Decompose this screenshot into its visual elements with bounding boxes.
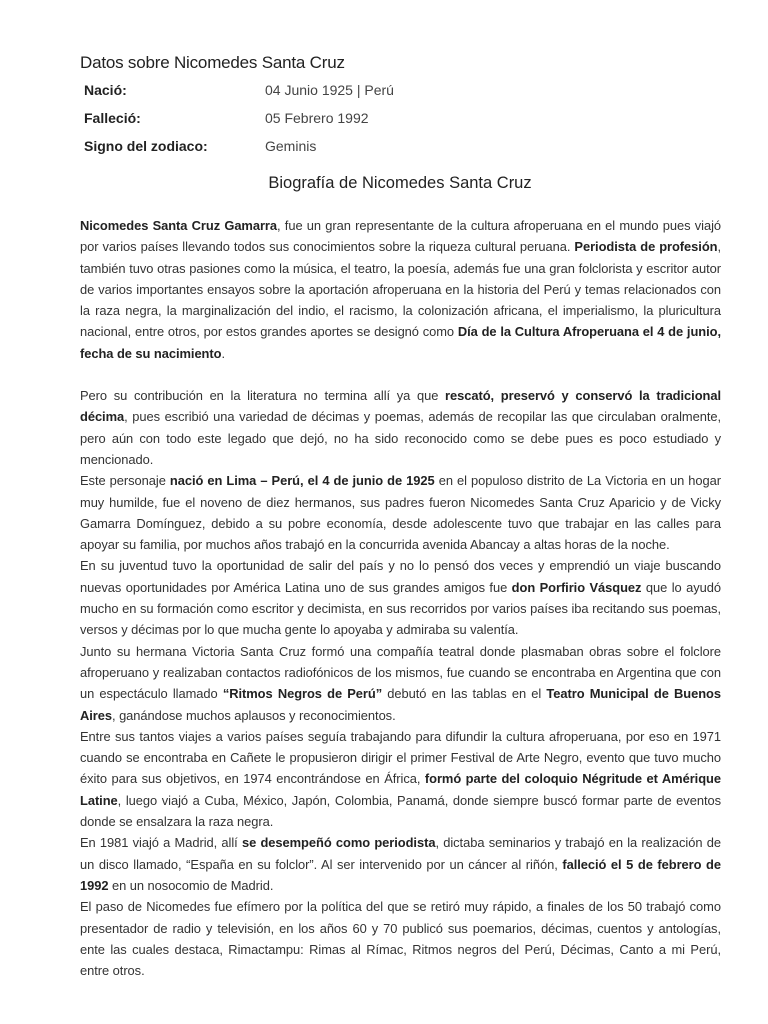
bold-text: Teatro Municipal de Buenos Aires <box>80 686 721 723</box>
facts-table <box>80 76 700 160</box>
biography-paragraph <box>80 215 721 364</box>
facts-heading: Datos sobre Nicomedes Santa Cruz <box>80 53 345 72</box>
biography-paragraph <box>80 641 721 726</box>
text-run: Este personaje <box>80 473 170 489</box>
bold-text: Día de la Cultura Afroperuana el 4 de junio, fecha de su nacimiento <box>80 324 721 361</box>
text-run: Entre sus tantos viajes a varios países seguía trabajando para difundir la cultura afroperuana, por eso en 1971 cuando se encontraba en Cañete le propusieron dirigir el primer Festival de Arte Negro, evento que tuvo mucho éxito para sus objetivos, en 1974 encontrándose en África, <box>80 728 721 787</box>
text-run: que lo ayudó mucho en su formación como escritor y decimista, en sus recorridos por varios países iba recitando sus poemas, versos y décimas por lo que mucha gente lo apoyaba y admiraba su valentía. <box>80 579 721 638</box>
bold-text: formó parte del coloquio Négritude et Amérique Latine <box>80 771 721 808</box>
biography-paragraph <box>80 832 721 896</box>
fact-row-zodiac <box>80 132 700 160</box>
text-run: , fue un gran representante de la cultura afroperuana en el mundo pues viajó por varios países llevando todos sus conocimientos sobre la riqueza cultural peruana. <box>80 218 722 255</box>
fact-value: Geminis <box>265 138 317 154</box>
fact-label: Signo del zodiaco: <box>84 138 208 154</box>
bold-text: don Porfirio Vásquez <box>511 579 642 595</box>
text-run: Pero su contribución en la literatura no termina allí ya que <box>80 388 446 404</box>
bold-text: nació en Lima – Perú, el 4 de junio de 1925 <box>169 473 435 489</box>
biography-paragraph <box>80 726 721 832</box>
text-run: en el populoso distrito de La Victoria en un hogar muy humilde, fue el noveno de diez hermanos, sus padres fueron Nicomedes Santa Cruz Aparicio y de Vicky Gamarra Domínguez, debido a su pobre economía, desde adolescente tuvo que trabajar en las calles para apoyar su familia, por muchos años trabajó en la concurrida avenida Abancay a altas horas de la noche. <box>80 473 721 553</box>
text-run: debutó en las tablas en el <box>382 686 547 702</box>
fact-row-born <box>80 76 700 104</box>
fact-value: 05 Febrero 1992 <box>265 110 369 126</box>
biography-body <box>80 215 721 981</box>
text-run: , pues escribió una variedad de décimas y poemas, además de recopilar las que circulaban oralmente, pero aún con todo este legado que dejó, no ha sido reconocido como se debe pues es poco estudiado y mencionado. <box>80 409 721 467</box>
bold-text: falleció el 5 de febrero de 1992 <box>80 856 721 893</box>
biography-paragraph <box>80 896 721 981</box>
biography-paragraph <box>80 470 721 555</box>
fact-label: Falleció: <box>84 110 141 126</box>
text-run: En su juventud tuvo la oportunidad de salir del país y no lo pensó dos veces y emprendió un viaje buscando nuevas oportunidades por América Latina uno de sus grandes amigos fue <box>80 558 721 595</box>
bold-text: rescató, preservó y conservó la tradicional décima <box>80 388 721 425</box>
bold-text: “Ritmos Negros de Perú” <box>222 686 383 702</box>
text-run: En 1981 viajó a Madrid, allí <box>80 835 242 851</box>
text-run: en un nosocomio de Madrid. <box>108 877 274 893</box>
fact-row-died <box>80 104 700 132</box>
bold-text: se desempeñó como periodista <box>241 835 436 851</box>
biography-paragraph <box>80 555 721 640</box>
text-run: , luego viajó a Cuba, México, Japón, Colombia, Panamá, donde siempre buscó formar parte de eventos donde se ensalzara la raza negra. <box>80 792 721 830</box>
text-run: . <box>221 345 225 361</box>
bold-text: Periodista de profesión <box>574 239 718 255</box>
fact-label: Nació: <box>84 82 127 98</box>
text-run: Junto su hermana Victoria Santa Cruz formó una compañía teatral donde plasmaban obras sobre el folclore afroperuano y realizaban contactos radiofónicos de los mismos, fue cuando se encontraba en Argentina que con un espectáculo llamado <box>80 643 721 702</box>
biography-paragraph <box>80 385 721 470</box>
biography-title: Biografía de Nicomedes Santa Cruz <box>268 174 532 192</box>
bold-text: Nicomedes Santa Cruz Gamarra <box>80 218 278 233</box>
text-run: El paso de Nicomedes fue efímero por la política del que se retiró muy rápido, a finales de los 50 trabajó como presentador de radio y televisión, en los años 60 y 70 publicó sus poemarios, décimas, cuentos y antologías, ente las cuales destaca, Rimactampu: Rimas al Rímac, Ritmos negros del Perú, Décimas, Canto a mi Perú, entre otros. <box>80 899 721 979</box>
text-run: , dictaba seminarios y trabajó en la realización de un disco llamado, “España en su folclor”. Al ser intervenido por un cáncer al riñón, <box>80 835 721 872</box>
fact-value: 04 Junio 1925 | Perú <box>265 82 394 98</box>
text-run: , ganándose muchos aplausos y reconocimientos. <box>112 707 396 723</box>
text-run: , también tuvo otras pasiones como la música, el teatro, la poesía, además fue una gran folclorista y escritor autor de varios importantes ensayos sobre la aportación afroperuana en la historia del Perú y temas relacionados con la raza negra, la marginalización del indio, el racismo, la colonización africana, el imperialismo, la pluricultura nacional, entre otros, por estos grandes aportes se designó como <box>80 239 722 340</box>
